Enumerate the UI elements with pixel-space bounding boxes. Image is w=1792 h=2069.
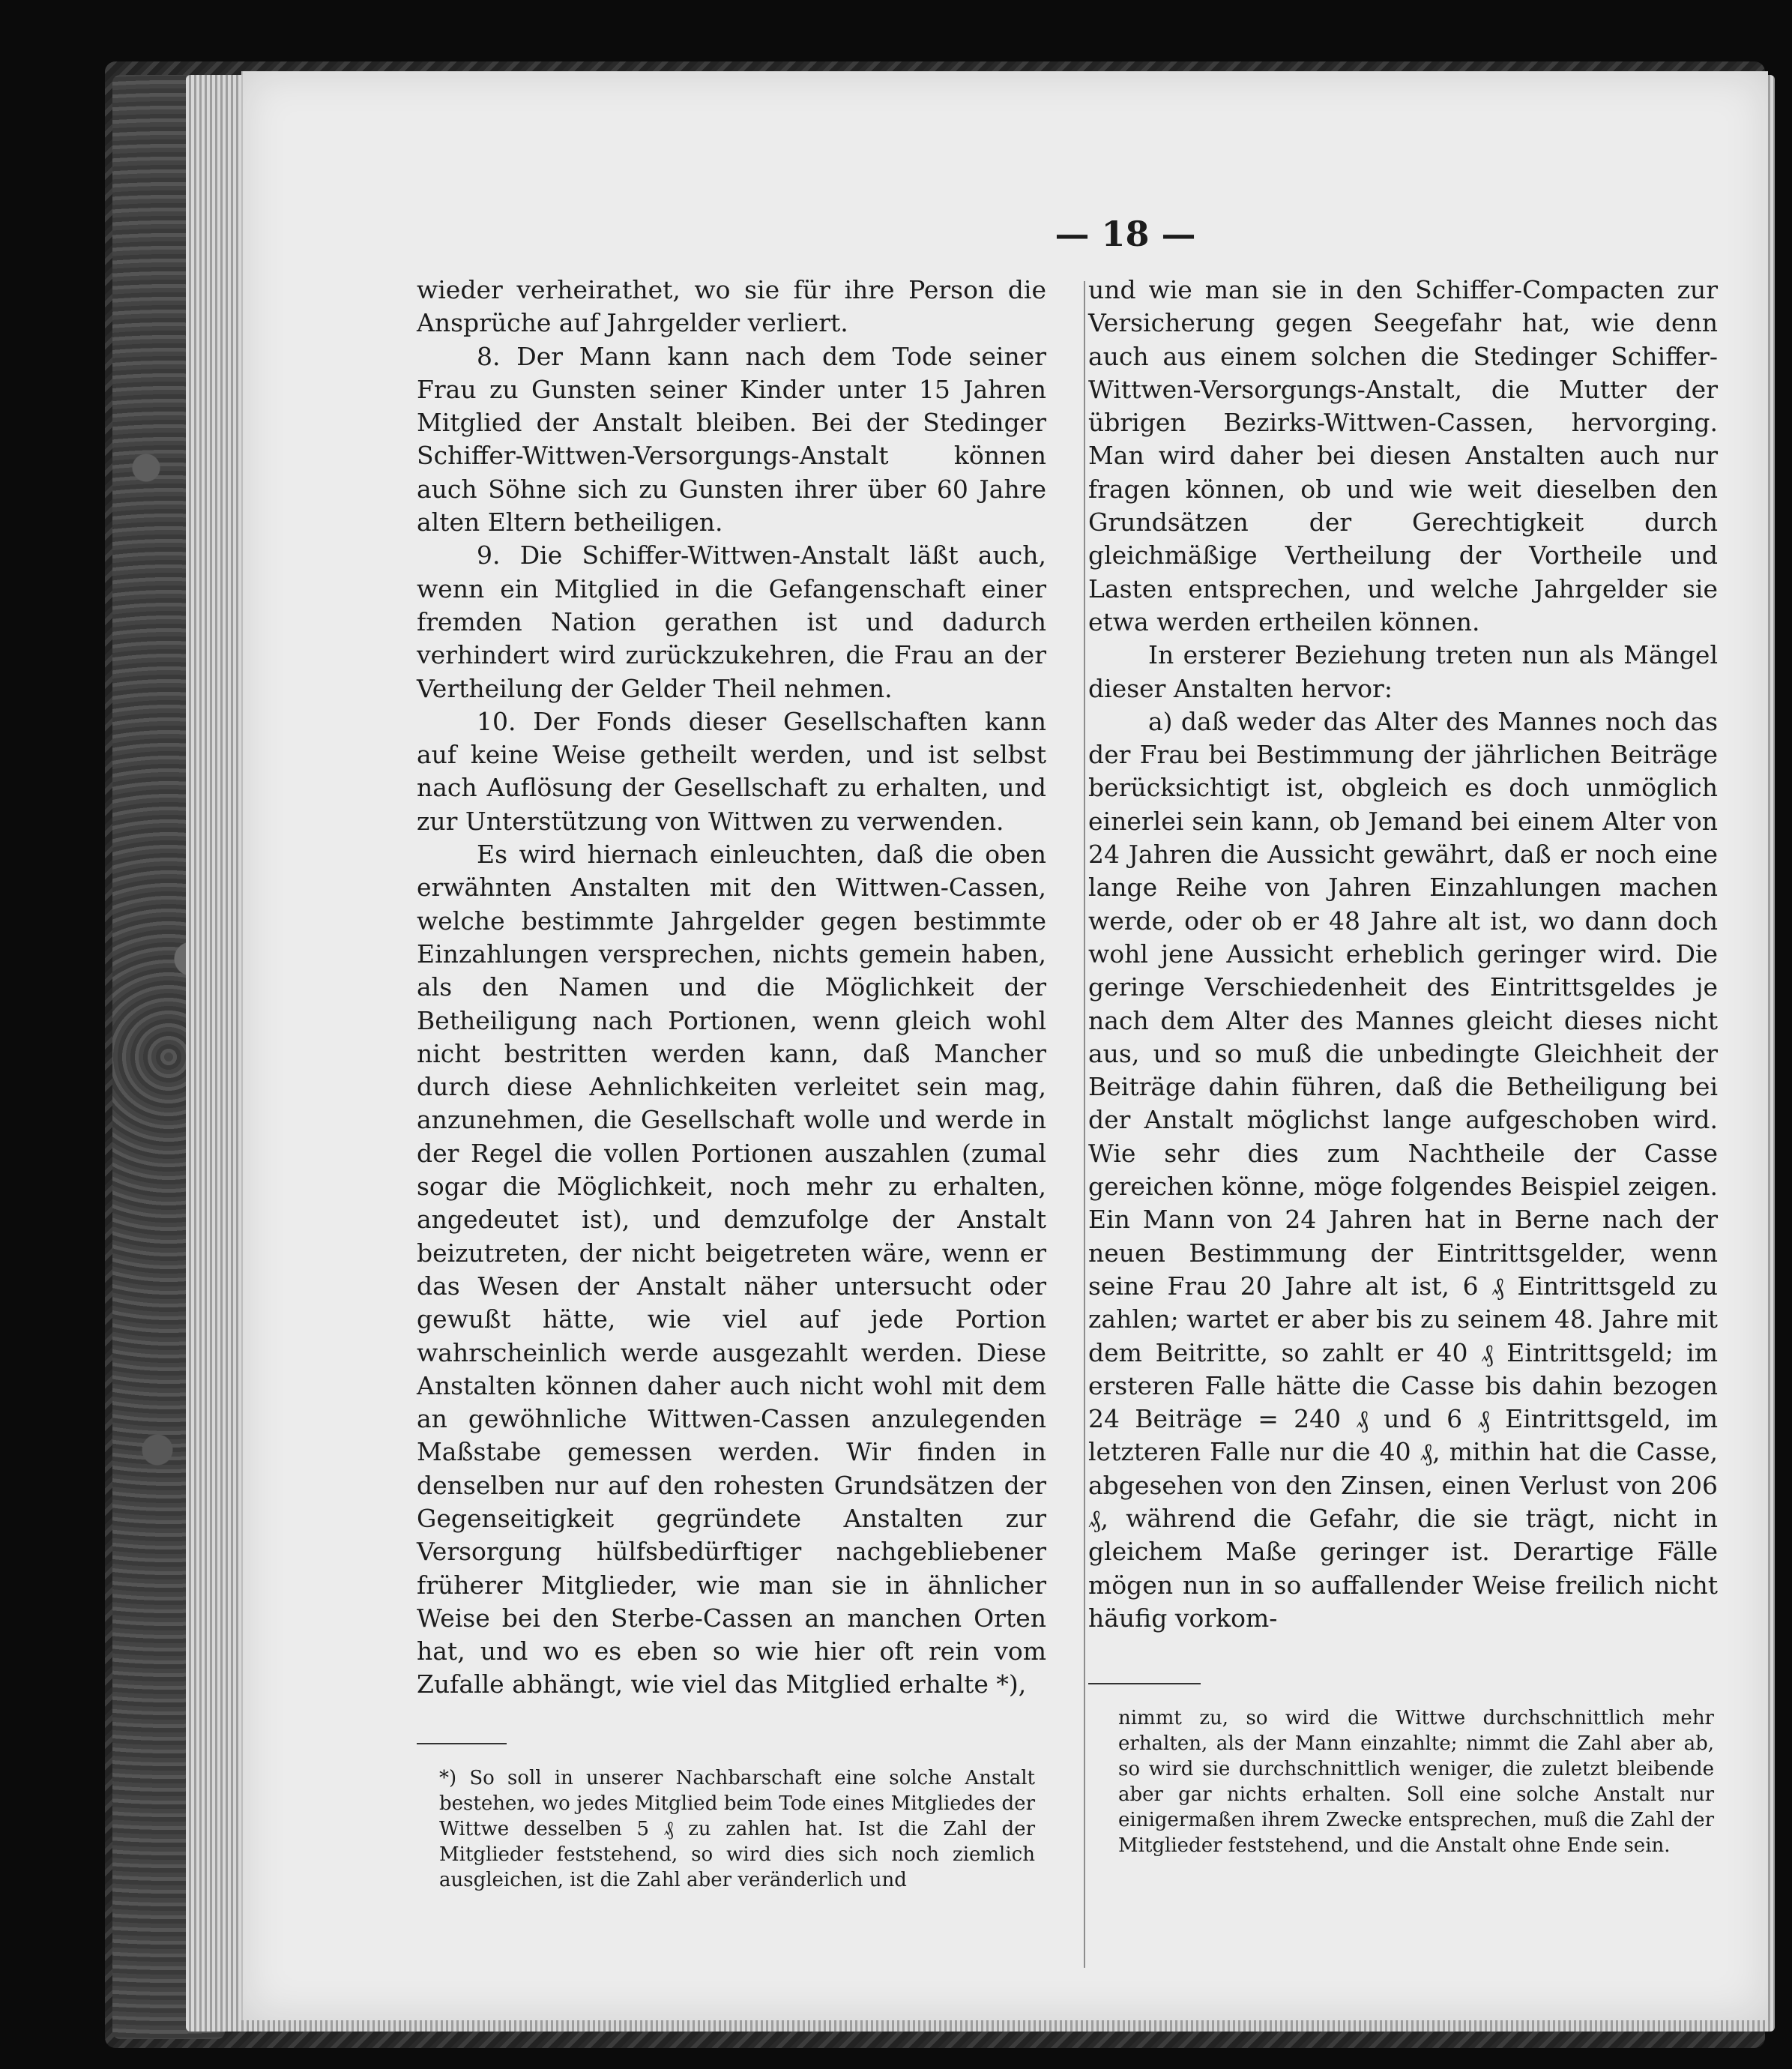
footnote-text: *) So soll in unserer Nachbarschaft eine solche Anstalt bestehen, wo jedes Mitglied beim Tode eines Mitgliedes der Wittwe desselben 5 ₰ zu zahlen hat. Ist die Zahl der Mitglieder feststehend, so wird dies sich noch ziemlich ausgleichen, ist die Zahl aber veränderlich und: [439, 1767, 1035, 1891]
left-column: [417, 274, 1046, 1702]
footnote-right: [1118, 1705, 1714, 1858]
footnote-left: [439, 1765, 1035, 1893]
paragraph: a) daß weder das Alter des Mannes noch das der Frau bei Bestimmung der jährlichen Beiträge berücksichtigt ist, obgleich es doch unmöglich einerlei sein kann, ob Jemand bei einem Alter von 24 Jahren die Aussicht gewährt, daß er noch eine lange Reihe von Jahren Einzahlungen machen werde, oder ob er 48 Jahre alt ist, wo dann doch wohl jene Aussicht erheblich geringer wird. Die geringe Verschiedenheit des Eintrittsgeldes je nach dem Alter des Mannes gleicht dieses nicht aus, und so muß die unbedingte Gleichheit der Beiträge dahin führen, daß die Betheiligung bei der Anstalt möglichst lange aufgeschoben wird. Wie sehr dies zum Nachtheile der Casse gereichen könne, möge folgendes Beispiel zeigen. Ein Mann von 24 Jahren hat in Berne nach der neuen Bestimmung der Eintrittsgelder, wenn seine Frau 20 Jahre alt ist, 6 ₰ Eintrittsgeld zu zahlen; wartet er aber bis zu seinem 48. Jahre mit dem Beitritte, so zahlt er 40 ₰ Eintrittsgeld; im ersteren Falle hätte die Casse bis dahin bezogen 24 Beiträge = 240 ₰ und 6 ₰ Eintrittsgeld, im letzteren Falle nur die 40 ₰, mithin hat die Casse, abgesehen von den Zinsen, einen Verlust von 206 ₰, während die Gefahr, die sie trägt, nicht in gleichem Maße geringer ist. Derartige Fälle mögen nun in so auffallender Weise freilich nicht häufig vorkom-: [1088, 706, 1718, 1633]
book-page: [241, 71, 1768, 2020]
paragraph: 10. Der Fonds dieser Gesellschaften kann auf keine Weise getheilt werden, und ist selbst nach Auflösung der Gesellschaft zu erhalten, und zur Unterstützung von Wittwen zu verwenden.: [417, 706, 1046, 836]
footnote-rule: [1088, 1683, 1201, 1684]
footnote-rule: [417, 1743, 507, 1744]
footnote-text: nimmt zu, so wird die Wittwe durchschnittlich mehr erhalten, als der Mann einzahlte; nimmt die Zahl aber ab, so wird sie durchschnittlich weniger, die zuletzt bleibende aber gar nichts erhalten. Soll eine solche Anstalt nur einigermaßen ihrem Zwecke entsprechen, muß die Zahl der Mitglieder feststehend, und die Anstalt ohne Ende sein.: [1118, 1707, 1714, 1857]
paragraph: 9. Die Schiffer-Wittwen-Anstalt läßt auch, wenn ein Mitglied in die Gefangenschaft einer fremden Nation gerathen ist und dadurch verhindert wird zurückzukehren, die Frau an der Vertheilung der Gelder Theil nehmen.: [417, 540, 1046, 703]
paragraph: Es wird hiernach einleuchten, daß die oben erwähnten Anstalten mit den Wittwen-Cassen, welche bestimmte Jahrgelder gegen bestimmte Einzahlungen versprechen, nichts gemein haben, als den Namen und die Möglichkeit der Betheiligung nach Portionen, wenn gleich wohl nicht bestritten werden kann, daß Mancher durch diese Aehnlichkeiten verleitet sein mag, anzunehmen, die Gesellschaft wolle und werde in der Regel die vollen Portionen auszahlen (zumal sogar die Möglichkeit, noch mehr zu erhalten, angedeutet ist), und demzufolge der Anstalt beizutreten, der nicht beigetreten wäre, wenn er das Wesen der Anstalt näher untersucht oder gewußt hätte, wie viel auf jede Portion wahrscheinlich werde ausgezahlt werden. Diese Anstalten können daher auch nicht wohl mit dem an gewöhnliche Wittwen-Cassen anzulegenden Maßstabe gemessen werden. Wir finden in denselben nur auf den rohesten Grundsätzen der Gegenseitigkeit gegründete Anstalten zur Versorgung hülfsbedürftiger nachgebliebener früherer Mitglieder, wie man sie in ähnlicher Weise bei den Sterbe-Cassen an manchen Orten hat, und wo es eben so wie hier oft rein vom Zufalle abhängt, wie viel das Mitglied erhalte *),: [417, 840, 1046, 1699]
paragraph: und wie man sie in den Schiffer-Compacten zur Versicherung gegen Seegefahr hat, wie denn auch aus einem solchen die Stedinger Schiffer-Wittwen-Versorgungs-Anstalt, die Mutter der übrigen Bezirks-Wittwen-Cassen, hervorging. Man wird daher bei diesen Anstalten auch nur fragen können, ob und wie weit dieselben den Grundsätzen der Gerechtigkeit durch gleichmäßige Vertheilung der Vortheile und Lasten entsprechen, und welche Jahrgelder sie etwa werden ertheilen können.: [1088, 275, 1718, 636]
right-column: [1088, 274, 1718, 1635]
paragraph: In ersterer Beziehung treten nun als Mängel dieser Anstalten hervor:: [1088, 640, 1718, 703]
column-divider: [1084, 281, 1085, 1968]
paragraph: wieder verheirathet, wo sie für ihre Person die Ansprüche auf Jahrgelder verliert.: [417, 275, 1046, 338]
page-number: — 18 —: [1055, 214, 1196, 254]
paragraph: 8. Der Mann kann nach dem Tode seiner Frau zu Gunsten seiner Kinder unter 15 Jahren Mitglied der Anstalt bleiben. Bei der Stedinger Schiffer-Wittwen-Versorgungs-Anstalt können auch Söhne sich zu Gunsten ihrer über 60 Jahre alten Eltern betheiligen.: [417, 341, 1046, 537]
